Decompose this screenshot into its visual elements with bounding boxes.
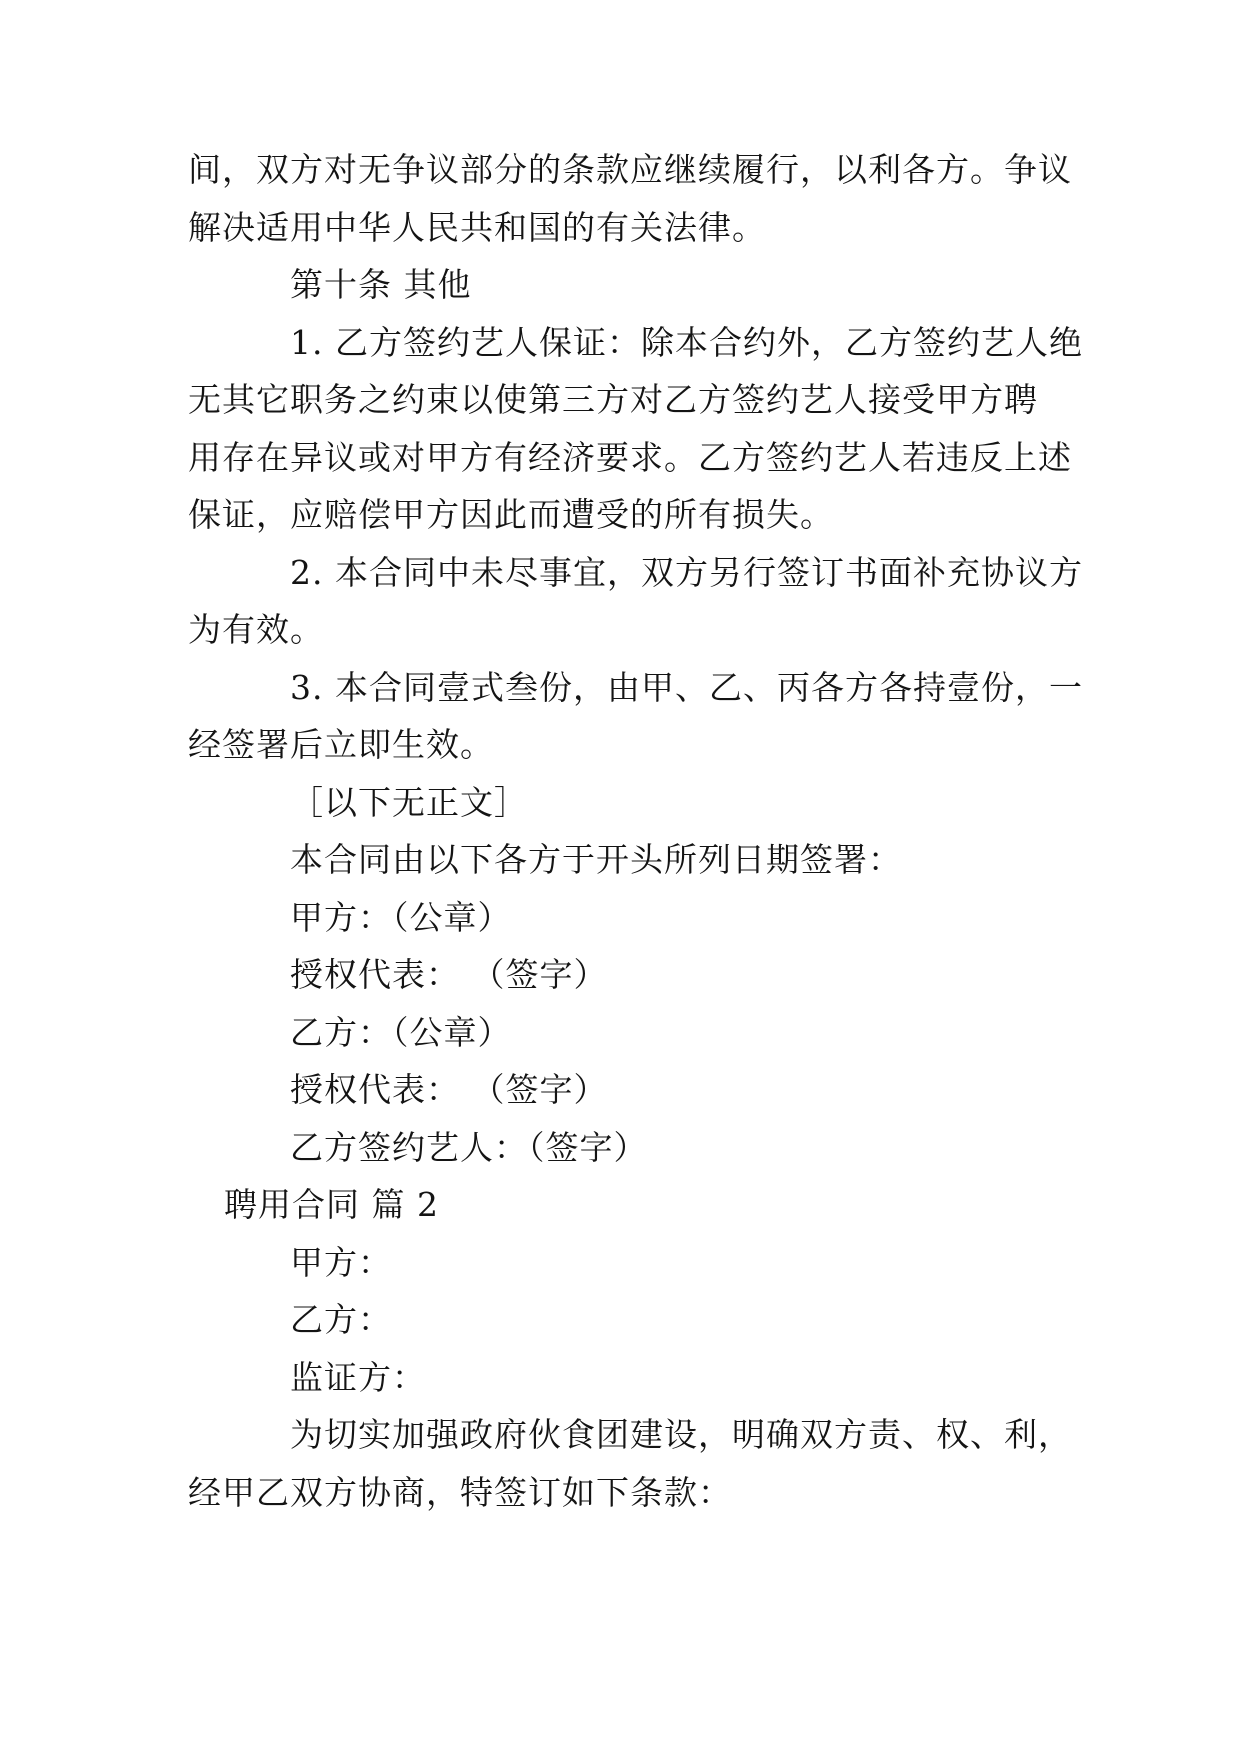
no-text-below-note: ［以下无正文］ xyxy=(290,783,528,822)
party-b-seal-line: 乙方：（公章） xyxy=(290,1013,512,1052)
party-b-representative-line: 授权代表： （签字） xyxy=(290,1070,608,1109)
paragraph-continuation-line: 解决适用中华人民共和国的有关法律。 xyxy=(188,208,766,247)
contract-2-heading: 聘用合同 篇 2 xyxy=(224,1185,439,1224)
clause-1-line: 保证，应赔偿甲方因此而遭受的所有损失。 xyxy=(188,495,834,534)
clause-1-line: 无其它职务之约束以使第三方对乙方签约艺人接受甲方聘 xyxy=(188,380,1038,419)
witness-field: 监证方： xyxy=(290,1358,426,1397)
preamble-line: 为切实加强政府伙食团建设，明确双方责、权、利， xyxy=(290,1415,1072,1454)
party-b-field: 乙方： xyxy=(290,1300,392,1339)
signing-statement: 本合同由以下各方于开头所列日期签署： xyxy=(290,840,902,879)
party-a-seal-line: 甲方：（公章） xyxy=(290,898,512,937)
artist-signature-line: 乙方签约艺人：（签字） xyxy=(290,1128,648,1167)
clause-2-line: 为有效。 xyxy=(188,610,324,649)
clause-3-line: 经签署后立即生效。 xyxy=(188,725,494,764)
preamble-line: 经甲乙双方协商，特签订如下条款： xyxy=(188,1473,732,1512)
party-a-representative-line: 授权代表： （签字） xyxy=(290,955,608,994)
clause-3-line: 3. 本合同壹式叁份，由甲、乙、丙各方各持壹份，一 xyxy=(290,668,1083,707)
section-heading: 第十条 其他 xyxy=(290,265,472,304)
clause-1-line: 1. 乙方签约艺人保证：除本合约外，乙方签约艺人绝 xyxy=(290,323,1083,362)
clause-1-line: 用存在异议或对甲方有经济要求。乙方签约艺人若违反上述 xyxy=(188,438,1072,477)
paragraph-continuation-line: 间，双方对无争议部分的条款应继续履行，以利各方。争议 xyxy=(188,150,1072,189)
clause-2-line: 2. 本合同中未尽事宜，双方另行签订书面补充协议方 xyxy=(290,553,1083,592)
party-a-field: 甲方： xyxy=(290,1243,392,1282)
